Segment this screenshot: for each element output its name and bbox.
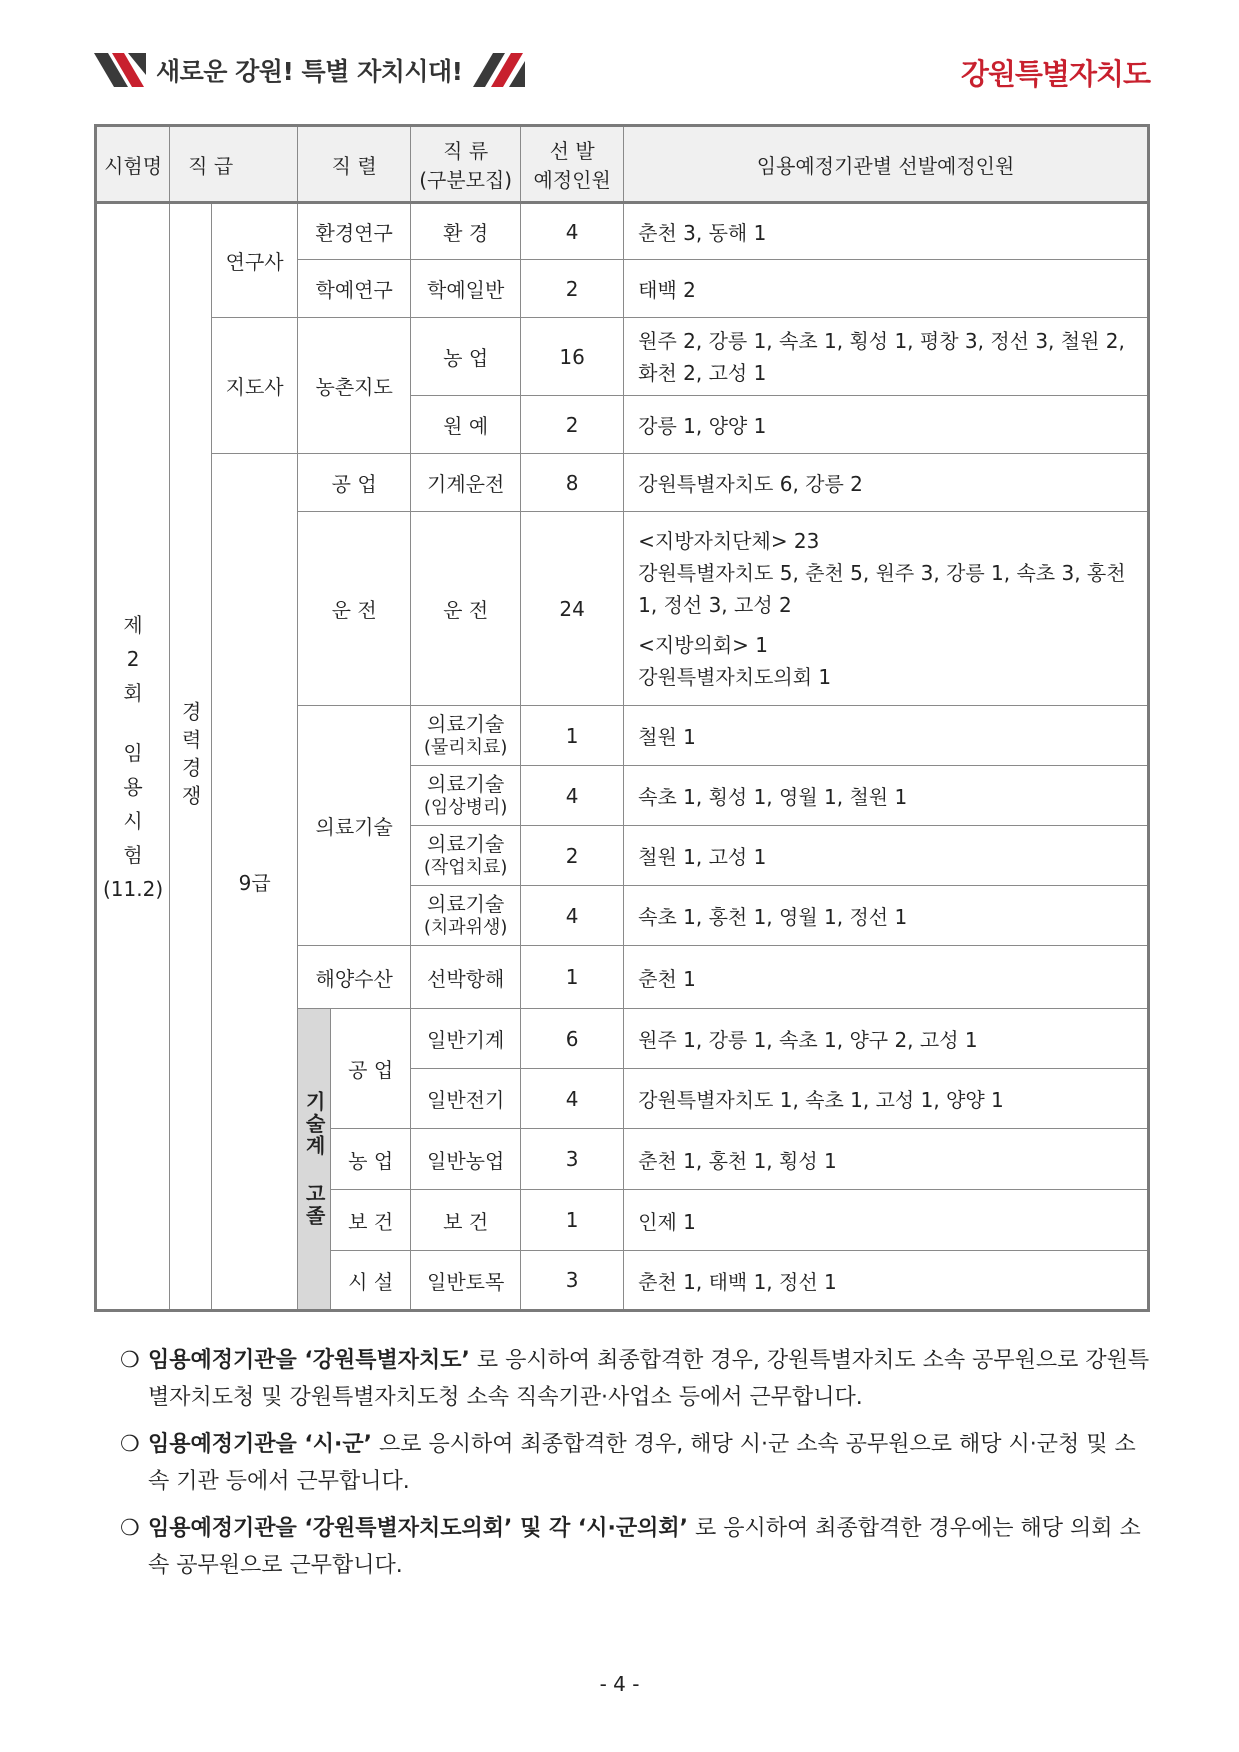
category-cell: 기계운전 [411, 454, 521, 512]
series-cell: 농촌지도 [298, 318, 411, 454]
note-emphasis: 임용예정기관을 ‘시·군’ [148, 1432, 373, 1457]
category-cell: 일반토목 [411, 1251, 521, 1311]
agency-cell: 속초 1, 홍천 1, 영월 1, 정선 1 [624, 886, 1149, 946]
table-header-row [96, 126, 1149, 203]
series-cell: 농 업 [331, 1129, 411, 1190]
tech-high-school-cell: 기술계 고졸 [298, 1009, 331, 1311]
count-cell: 1 [521, 1190, 624, 1251]
agency-cell: 춘천 1, 홍천 1, 횡성 1 [624, 1129, 1149, 1190]
agency-cell: 철원 1 [624, 706, 1149, 766]
table-row [96, 454, 1149, 512]
table-row [96, 203, 1149, 260]
category-cell: 운 전 [411, 512, 521, 706]
agency-cell: 강원특별자치도 6, 강릉 2 [624, 454, 1149, 512]
note-item [120, 1342, 1150, 1416]
series-cell: 환경연구 [298, 203, 411, 260]
note-body: 로 응시하여 최종합격한 경우에는 해당 의회 소속 공무원으로 근무합니다. [148, 1516, 1141, 1578]
count-cell: 3 [521, 1251, 624, 1311]
count-cell: 4 [521, 203, 624, 260]
slogan-left-stripes-icon [94, 53, 146, 87]
category-cell: 일반기계 [411, 1009, 521, 1069]
grade-instructor-cell: 지도사 [212, 318, 298, 454]
circle-bullet-icon: ❍ [120, 1348, 140, 1373]
count-cell: 8 [521, 454, 624, 512]
count-cell: 1 [521, 946, 624, 1009]
category-cell: 의료기술 (물리치료) [411, 706, 521, 766]
note-body: 으로 응시하여 최종합격한 경우, 해당 시·군 소속 공무원으로 해당 시·군청 및 소속 기관 등에서 근무합니다. [148, 1432, 1136, 1494]
recruitment-table [94, 124, 1150, 1312]
count-cell: 6 [521, 1009, 624, 1069]
count-cell: 16 [521, 318, 624, 396]
count-cell: 2 [521, 260, 624, 318]
category-cell: 환 경 [411, 203, 521, 260]
note-emphasis: 임용예정기관을 ‘강원특별자치도’ [148, 1348, 470, 1373]
agency-cell: 태백 2 [624, 260, 1149, 318]
grade-9-cell: 9급 [212, 454, 298, 1311]
agency-cell: 춘천 1 [624, 946, 1149, 1009]
header-agency: 임용예정기관별 선발예정인원 [624, 126, 1149, 203]
brand-logo: 강원특별자치도 [960, 57, 1150, 91]
slogan-right-stripes-icon [473, 53, 525, 87]
category-cell: 일반전기 [411, 1069, 521, 1129]
agency-cell: 춘천 1, 태백 1, 정선 1 [624, 1251, 1149, 1311]
category-cell: 의료기술 (임상병리) [411, 766, 521, 826]
agency-cell: 속초 1, 횡성 1, 영월 1, 철원 1 [624, 766, 1149, 826]
agency-cell: 원주 2, 강릉 1, 속초 1, 횡성 1, 평창 3, 정선 3, 철원 2, 화천 2, 고성 1 [624, 318, 1149, 396]
agency-cell: 원주 1, 강릉 1, 속초 1, 양구 2, 고성 1 [624, 1009, 1149, 1069]
count-cell: 3 [521, 1129, 624, 1190]
header-series: 직 렬 [298, 126, 411, 203]
header-category: 직 류 (구분모집) [411, 126, 521, 203]
note-item [120, 1510, 1150, 1584]
count-cell: 2 [521, 396, 624, 454]
agency-cell: 춘천 3, 동해 1 [624, 203, 1149, 260]
category-cell: 농 업 [411, 318, 521, 396]
slogan-banner [94, 52, 525, 88]
series-cell: 해양수산 [298, 946, 411, 1009]
series-cell: 의료기술 [298, 706, 411, 946]
note-item [120, 1426, 1150, 1500]
series-cell: 운 전 [298, 512, 411, 706]
category-cell: 선박항해 [411, 946, 521, 1009]
count-cell: 1 [521, 706, 624, 766]
note-emphasis: 임용예정기관을 ‘강원특별자치도의회’ 및 각 ‘시·군의회’ [148, 1516, 688, 1541]
agency-cell: 인제 1 [624, 1190, 1149, 1251]
series-cell: 공 업 [298, 454, 411, 512]
category-cell: 의료기술 (작업치료) [411, 826, 521, 886]
series-cell: 학예연구 [298, 260, 411, 318]
page-number: - 4 - [599, 1672, 640, 1696]
category-cell: 원 예 [411, 396, 521, 454]
category-cell: 학예일반 [411, 260, 521, 318]
slogan-text: 새로운 강원! 특별 자치시대! [156, 57, 463, 86]
count-cell: 4 [521, 766, 624, 826]
series-cell: 시 설 [331, 1251, 411, 1311]
agency-cell: <지방자치단체> 23 강원특별자치도 5, 춘천 5, 원주 3, 강릉 1, 속초 3, 홍천 1, 정선 3, 고성 2 <지방의회> 1 강원특별자치도의회 1 [624, 512, 1149, 706]
notes-section [120, 1342, 1150, 1594]
count-cell: 4 [521, 1069, 624, 1129]
agency-cell: 강원특별자치도 1, 속초 1, 고성 1, 양양 1 [624, 1069, 1149, 1129]
series-cell: 공 업 [331, 1009, 411, 1129]
count-cell: 2 [521, 826, 624, 886]
header-exam: 시험명 [96, 126, 170, 203]
circle-bullet-icon: ❍ [120, 1516, 140, 1541]
competition-type-cell: 경력경쟁 [170, 203, 212, 1311]
circle-bullet-icon: ❍ [120, 1432, 140, 1457]
page-header [94, 48, 1150, 94]
agency-cell: 강릉 1, 양양 1 [624, 396, 1149, 454]
table-row [96, 318, 1149, 396]
count-cell: 4 [521, 886, 624, 946]
agency-cell: 철원 1, 고성 1 [624, 826, 1149, 886]
note-body: 로 응시하여 최종합격한 경우, 강원특별자치도 소속 공무원으로 강원특별자치도청 및 강원특별자치도청 소속 직속기관·사업소 등에서 근무합니다. [148, 1348, 1150, 1410]
count-cell: 24 [521, 512, 624, 706]
category-cell: 일반농업 [411, 1129, 521, 1190]
category-cell: 보 건 [411, 1190, 521, 1251]
grade-researcher-cell: 연구사 [212, 203, 298, 318]
category-cell: 의료기술 (치과위생) [411, 886, 521, 946]
header-count: 선 발 예정인원 [521, 126, 624, 203]
exam-name-cell: 제 2 회 임 용 시 험 (11.2) [96, 203, 170, 1311]
header-grade: 직 급 [170, 126, 298, 203]
series-cell: 보 건 [331, 1190, 411, 1251]
